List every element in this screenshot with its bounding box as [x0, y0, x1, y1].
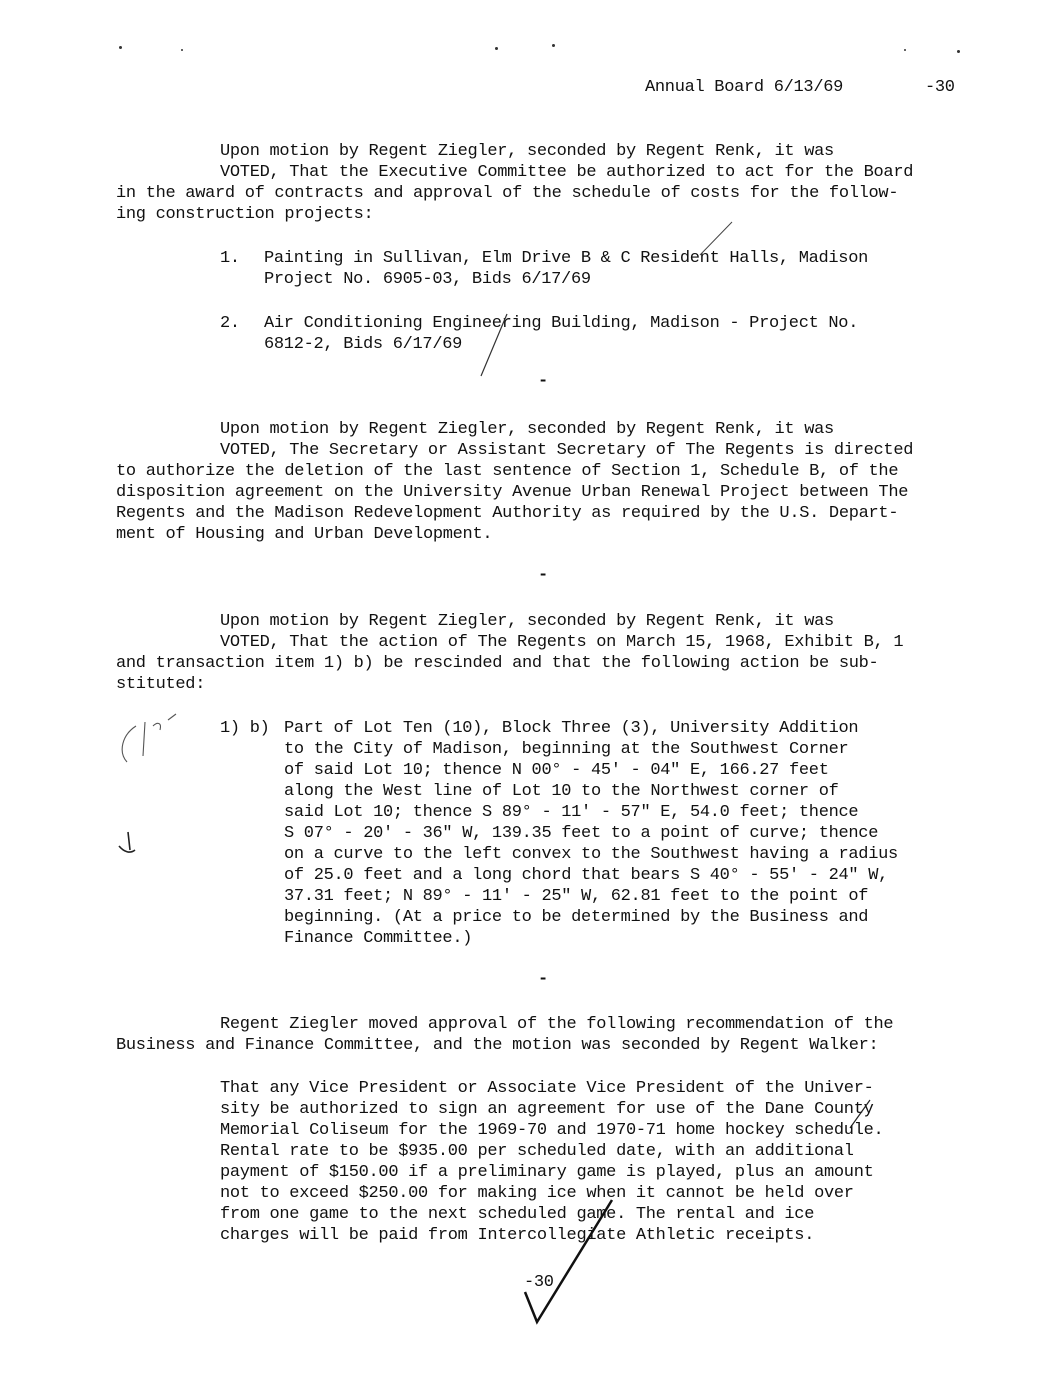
para2-line-6: ment of Housing and Urban Development. — [116, 525, 493, 544]
pen-slash-mark-3 — [850, 1100, 870, 1128]
pen-slash-mark-2 — [481, 314, 507, 376]
para1-line-3: in the award of contracts and approval of the schedule of costs for the follow- — [116, 184, 899, 203]
legal-line-4: along the West line of Lot 10 to the Northwest corner of — [284, 782, 839, 801]
quote-line-6: not to exceed $250.00 for making ice when it cannot be held over — [220, 1184, 854, 1203]
header-page-number: -30 — [925, 78, 955, 97]
header-title: Annual Board 6/13/69 — [645, 78, 844, 97]
para4-line-2: Business and Finance Committee, and the motion was seconded by Regent Walker: — [116, 1036, 879, 1055]
legal-line-11: Finance Committee.) — [284, 929, 473, 948]
quote-line-7: from one game to the next scheduled game. The rental and ice — [220, 1205, 815, 1224]
legal-line-1: Part of Lot Ten (10), Block Three (3), University Addition — [284, 719, 859, 738]
legal-item-label: 1) b) — [220, 719, 270, 738]
legal-line-2: to the City of Madison, beginning at the Southwest Corner — [284, 740, 849, 759]
para3-line-1: Upon motion by Regent Ziegler, seconded by Regent Renk, it was — [220, 612, 834, 631]
project-item-2-line-2: 6812-2, Bids 6/17/69 — [264, 335, 463, 354]
legal-line-6: S 07° - 20' - 36" W, 139.35 feet to a point of curve; thence — [284, 824, 879, 843]
para2-line-1: Upon motion by Regent Ziegler, seconded by Regent Renk, it was — [220, 420, 834, 439]
separator-1: - — [538, 372, 549, 391]
project-item-2-line-1: Air Conditioning Engineering Building, Madison - Project No. — [264, 314, 859, 333]
separator-3: - — [538, 970, 549, 989]
project-item-1-line-1: Painting in Sullivan, Elm Drive B & C Resident Halls, Madison — [264, 249, 869, 268]
legal-line-5: said Lot 10; thence S 89° - 11' - 57" E, 54.0 feet; thence — [284, 803, 859, 822]
project-item-1-number: 1. — [220, 249, 240, 268]
legal-line-10: beginning. (At a price to be determined by the Business and — [284, 908, 869, 927]
para1-line-1: Upon motion by Regent Ziegler, seconded by Regent Renk, it was — [220, 142, 834, 161]
project-item-1-line-2: Project No. 6905-03, Bids 6/17/69 — [264, 270, 591, 289]
quote-line-8: charges will be paid from Intercollegiate Athletic receipts. — [220, 1226, 815, 1245]
para3-line-2: VOTED, That the action of The Regents on March 15, 1968, Exhibit B, 1 — [220, 633, 904, 652]
separator-2: - — [538, 566, 549, 585]
para1-line-2: VOTED, That the Executive Committee be authorized to act for the Board — [220, 163, 914, 182]
para2-line-4: disposition agreement on the University Avenue Urban Renewal Project between The — [116, 483, 909, 502]
quote-line-5: payment of $150.00 if a preliminary game is played, plus an amount — [220, 1163, 874, 1182]
quote-line-1: That any Vice President or Associate Vice President of the Univer- — [220, 1079, 874, 1098]
quote-line-2: sity be authorized to sign an agreement for use of the Dane County — [220, 1100, 874, 1119]
legal-line-7: on a curve to the left convex to the Southwest having a radius — [284, 845, 898, 864]
legal-line-3: of said Lot 10; thence N 00° - 45' - 04" E, 166.27 feet — [284, 761, 829, 780]
pen-slash-mark-1 — [700, 222, 732, 255]
quote-line-3: Memorial Coliseum for the 1969-70 and 1970-71 home hockey schedule. — [220, 1121, 884, 1140]
margin-check-mark — [119, 832, 135, 852]
para2-line-5: Regents and the Madison Redevelopment Authority as required by the U.S. Depart- — [116, 504, 899, 523]
legal-line-8: of 25.0 feet and a long chord that bears S 40° - 55' - 24" W, — [284, 866, 889, 885]
bottom-check-mark — [525, 1200, 612, 1322]
project-item-2-number: 2. — [220, 314, 240, 333]
para1-line-4: ing construction projects: — [116, 205, 374, 224]
quote-line-4: Rental rate to be $935.00 per scheduled date, with an additional — [220, 1142, 854, 1161]
para3-line-3: and transaction item 1) b) be rescinded and that the following action be sub- — [116, 654, 879, 673]
legal-line-9: 37.31 feet; N 89° - 11' - 25" W, 62.81 feet to the point of — [284, 887, 869, 906]
para2-line-2: VOTED, The Secretary or Assistant Secretary of The Regents is directed — [220, 441, 914, 460]
footer-page-number: -30 — [524, 1273, 554, 1292]
para4-line-1: Regent Ziegler moved approval of the following recommendation of the — [220, 1015, 894, 1034]
para2-line-3: to authorize the deletion of the last sentence of Section 1, Schedule B, of the — [116, 462, 899, 481]
margin-initials-mark — [122, 714, 176, 762]
para3-line-4: stituted: — [116, 675, 206, 694]
